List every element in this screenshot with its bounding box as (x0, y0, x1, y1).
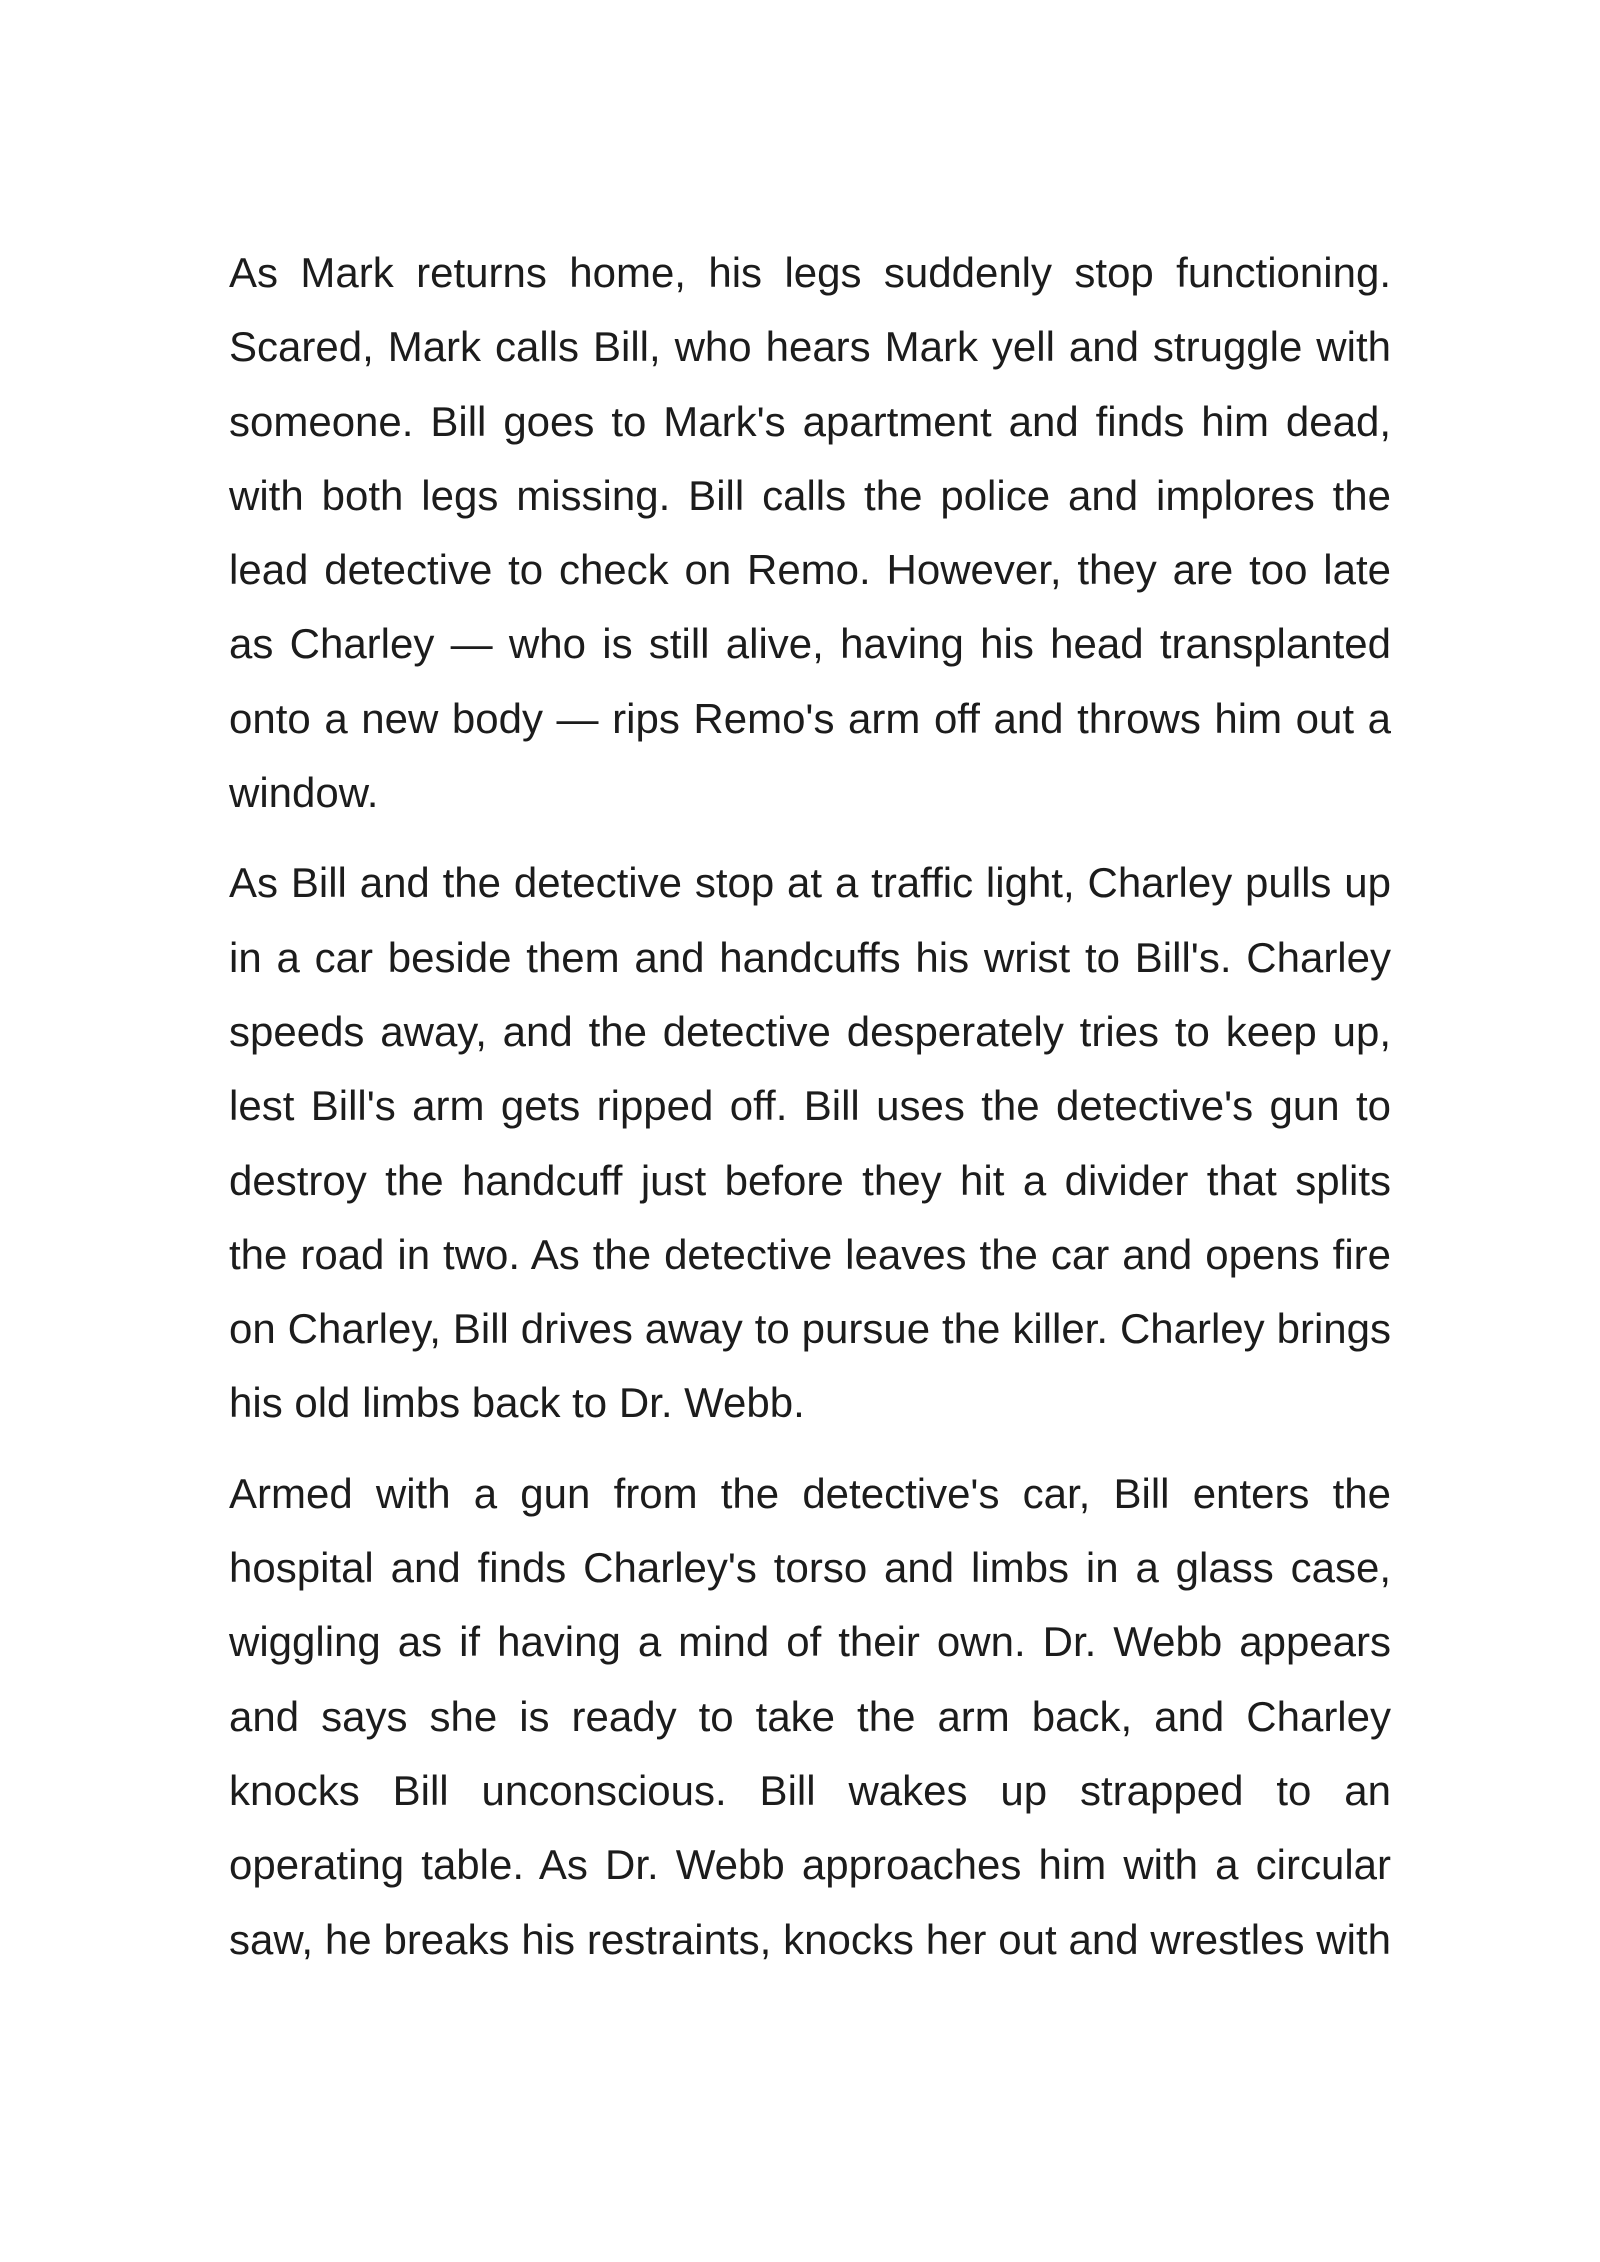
paragraph-2: As Bill and the detective stop at a traffic light, Charley pulls up in a car beside them and handcuffs his wrist to Bill's. Charley speeds away, and the detective desperately tries to keep up, lest Bill's arm gets ripped off. Bill uses the detective's gun to destroy the handcuff just before they hit a divider that splits the road in two. As the detective leaves the car and opens fire on Charley, Bill drives away to pursue the killer. Charley brings his old limbs back to Dr. Webb. (229, 859, 1391, 1427)
body-text (229, 236, 1391, 1977)
paragraph-1: As Mark returns home, his legs suddenly stop functioning. Scared, Mark calls Bill, who hears Mark yell and struggle with someone. Bill goes to Mark's apartment and finds him dead, with both legs missing. Bill calls the police and implores the lead detective to check on Remo. However, they are too late as Charley — who is still alive, having his head transplanted onto a new body — rips Remo's arm off and throws him out a window. (229, 249, 1391, 817)
paragraph-3: Armed with a gun from the detective's car, Bill enters the hospital and finds Charley's torso and limbs in a glass case, wiggling as if having a mind of their own. Dr. Webb appears and says she is ready to take the arm back, and Charley knocks Bill unconscious. Bill wakes up strapped to an operating table. As Dr. Webb approaches him with a circular saw, he breaks his restraints, knocks her out and wrestles with (229, 1469, 1391, 1963)
